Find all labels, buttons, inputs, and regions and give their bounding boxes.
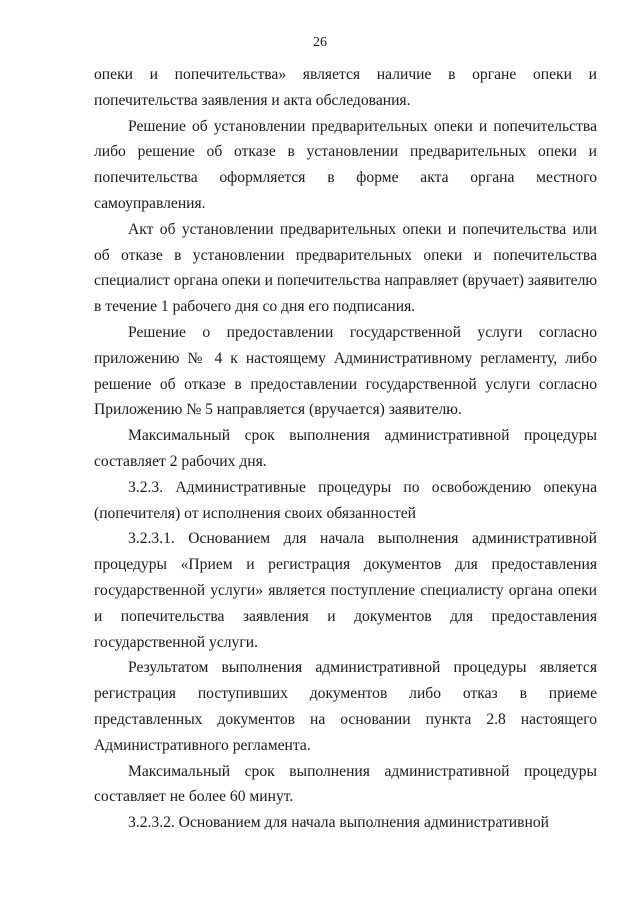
paragraph: Максимальный срок выполнения административной процедуры составляет 2 рабочих дня.: [94, 427, 597, 470]
paragraph: Решение об установлении предварительных опеки и попечительства либо решение об отказе в установлении предварительных опеки и попечительства оформляется в форме акта органа местного самоуправления.: [94, 117, 597, 212]
section-heading: 3.2.3. Административные процедуры по освобождению опекуна (попечителя) от исполнения своих обязанностей: [94, 478, 597, 522]
paragraph: 3.2.3.2. Основанием для начала выполнения административной: [128, 814, 549, 832]
paragraph: опеки и попечительства» является наличие в органе опеки и попечительства заявления и акта обследования.: [94, 66, 597, 109]
document-body: [94, 62, 597, 836]
paragraph: Акт об установлении предварительных опеки и попечительства или об отказе в установлении предварительных опеки и попечительства специалист органа опеки и попечительства направляет (вручает) заявителю в течение 1 рабочего дня со дня его подписания.: [94, 220, 597, 316]
paragraph: Максимальный срок выполнения административной процедуры составляет не более 60 минут.: [94, 762, 597, 806]
page-number: 26: [313, 35, 327, 50]
paragraph: Результатом выполнения административной процедуры является регистрация поступивших документов либо отказ в приеме представленных документов на основании пункта 2.8 настоящего Административного регламента.: [94, 659, 597, 754]
paragraph: Решение о предоставлении государственной услуги согласно приложению № 4 к настоящему Административному регламенту, либо решение об отказе в предоставлении государственной услуги согласно Приложению № 5 направляется (вручается) заявителю.: [94, 323, 597, 419]
paragraph: 3.2.3.1. Основанием для начала выполнения административной процедуры «Прием и регистрация документов для предоставления государственной услуги» является поступление специалисту органа опеки и попечительства заявления и документов для предоставления государственной услуги.: [94, 530, 597, 651]
